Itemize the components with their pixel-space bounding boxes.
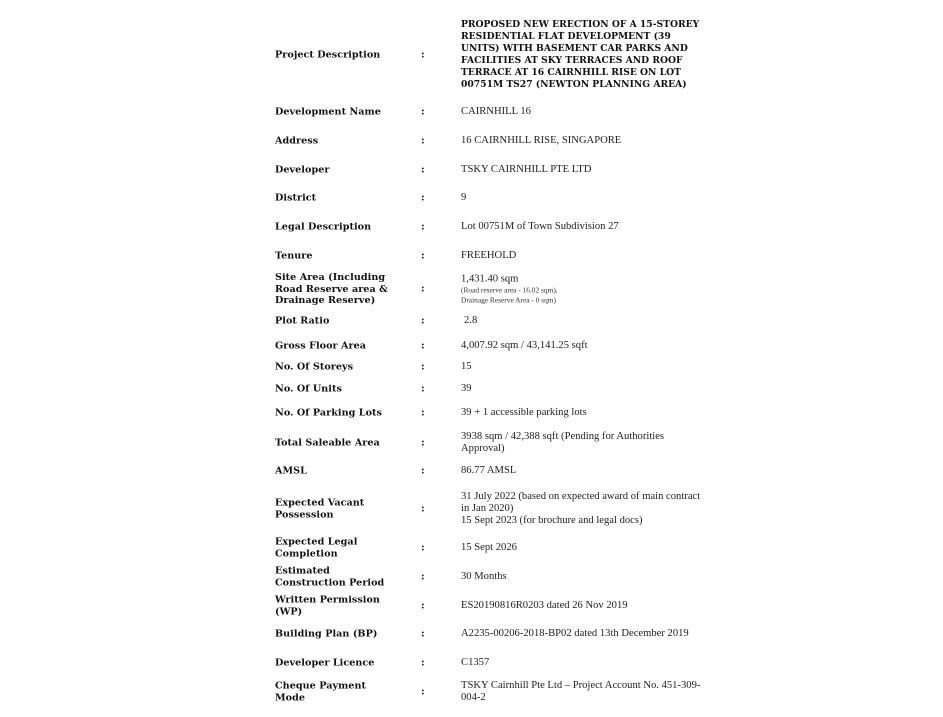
value-written-permission: ES20190816R0203 dated 26 Nov 2019 [461, 600, 628, 611]
label-developer: Developer [275, 164, 330, 176]
label-address: Address [275, 135, 319, 147]
row-address [0, 133, 943, 149]
label-district: District [275, 192, 317, 204]
label-no-of-units: No. Of Units [275, 383, 342, 395]
separator: : [421, 164, 425, 176]
separator: : [421, 600, 425, 612]
value-site-area [461, 274, 701, 305]
separator: : [421, 340, 425, 352]
value-estimated-construction-period: 30 Months [461, 571, 507, 582]
row-expected-vacant-possession [0, 490, 943, 528]
separator: : [421, 315, 425, 327]
value-no-of-storeys: 15 [461, 361, 472, 372]
row-project-description [0, 16, 943, 94]
label-cheque-payment-mode: Cheque Payment Mode [275, 680, 366, 703]
value-expected-legal-completion: 15 Sept 2026 [461, 542, 517, 553]
separator: : [421, 407, 425, 419]
value-gross-floor-area: 4,007.92 sqm / 43,141.25 sqft [461, 340, 588, 351]
row-development-name [0, 104, 943, 120]
value-no-of-units: 39 [461, 383, 472, 394]
separator: : [421, 465, 425, 477]
row-no-of-storeys [0, 359, 943, 375]
row-developer [0, 162, 943, 178]
row-total-saleable-area [0, 430, 943, 456]
value-expected-vacant-possession [461, 491, 701, 527]
separator: : [421, 192, 425, 204]
value-development-name: CAIRNHILL 16 [461, 106, 531, 117]
vacant-possession-date: 31 July 2022 (based on expected award of main contract in Jan 2020) [461, 491, 701, 514]
label-amsl: AMSL [275, 465, 307, 477]
label-expected-legal-completion: Expected Legal Completion [275, 536, 358, 559]
label-project-description: Project Description [275, 49, 381, 61]
separator: : [421, 571, 425, 583]
separator: : [421, 437, 425, 449]
separator: : [421, 221, 425, 233]
row-estimated-construction-period [0, 565, 943, 589]
label-plot-ratio: Plot Ratio [275, 315, 330, 327]
label-development-name: Development Name [275, 106, 381, 118]
label-no-of-parking-lots: No. Of Parking Lots [275, 407, 382, 419]
label-expected-vacant-possession: Expected Vacant Possession [275, 497, 365, 520]
separator: : [421, 686, 425, 698]
separator: : [421, 283, 425, 295]
label-site-area: Site Area (Including Road Reserve area & Drainage Reserve) [275, 271, 388, 306]
row-plot-ratio [0, 313, 943, 329]
vacant-possession-brochure-date: 15 Sept 2023 (for brochure and legal docs) [461, 515, 643, 526]
site-area-total: 1,431.40 sqm [461, 273, 519, 285]
label-gross-floor-area: Gross Floor Area [275, 340, 367, 352]
value-developer: TSKY CAIRNHILL PTE LTD [461, 164, 592, 175]
separator: : [421, 503, 425, 515]
label-developer-licence: Developer Licence [275, 657, 375, 669]
value-amsl: 86.77 AMSL [461, 465, 517, 476]
row-legal-description [0, 219, 943, 235]
value-developer-licence: C1357 [461, 657, 490, 668]
value-legal-description: Lot 00751M of Town Subdivision 27 [461, 221, 619, 232]
label-written-permission: Written Permission (WP) [275, 594, 380, 617]
value-plot-ratio: 2.8 [464, 315, 478, 326]
row-gross-floor-area [0, 338, 943, 354]
row-tenure [0, 248, 943, 264]
value-tenure: FREEHOLD [461, 250, 517, 261]
row-cheque-payment-mode [0, 679, 943, 705]
separator: : [421, 135, 425, 147]
site-area-drainage-reserve: Drainage Reserve Area - 0 sqm) [461, 295, 557, 304]
value-address: 16 CAIRNHILL RISE, SINGAPORE [461, 135, 622, 146]
separator: : [421, 542, 425, 554]
separator: : [421, 657, 425, 669]
row-developer-licence [0, 655, 943, 671]
label-building-plan: Building Plan (BP) [275, 628, 378, 640]
separator: : [421, 49, 425, 61]
separator: : [421, 383, 425, 395]
row-expected-legal-completion [0, 536, 943, 560]
separator: : [421, 106, 425, 118]
value-district: 9 [461, 192, 467, 203]
value-no-of-parking-lots: 39 + 1 accessible parking lots [461, 407, 587, 418]
value-project-description: PROPOSED NEW ERECTION OF A 15-STOREY RESIDENTIAL FLAT DEVELOPMENT (39 UNITS) WITH BASEMENT CAR PARKS AND FACILITIES AT SKY TERRACES AND ROOF TERRACE AT 16 CAIRNHILL RISE ON LOT 00751M TS27 (NEWTON PLANNING AREA) [461, 19, 700, 90]
label-no-of-storeys: No. Of Storeys [275, 361, 354, 373]
row-building-plan [0, 621, 943, 647]
label-estimated-construction-period: Estimated Construction Period [275, 565, 385, 588]
label-total-saleable-area: Total Saleable Area [275, 437, 380, 449]
separator: : [421, 628, 425, 640]
separator: : [421, 250, 425, 262]
value-total-saleable-area: 3938 sqm / 42,388 sqft (Pending for Authorities Approval) [461, 431, 665, 454]
row-amsl [0, 463, 943, 479]
label-legal-description: Legal Description [275, 221, 372, 233]
site-area-road-reserve: (Road reserve area - 16.02 sqm), [461, 285, 558, 295]
label-tenure: Tenure [275, 250, 313, 262]
separator: : [421, 361, 425, 373]
row-no-of-parking-lots [0, 405, 943, 421]
row-no-of-units [0, 381, 943, 397]
row-site-area [0, 270, 943, 308]
value-cheque-payment-mode: TSKY Cairnhill Pte Ltd – Project Account No. 451-309-004-2 [461, 680, 701, 703]
row-written-permission [0, 594, 943, 618]
row-district [0, 190, 943, 206]
value-building-plan: A2235-00206-2018-BP02 dated 13th December 2019 [461, 628, 689, 639]
